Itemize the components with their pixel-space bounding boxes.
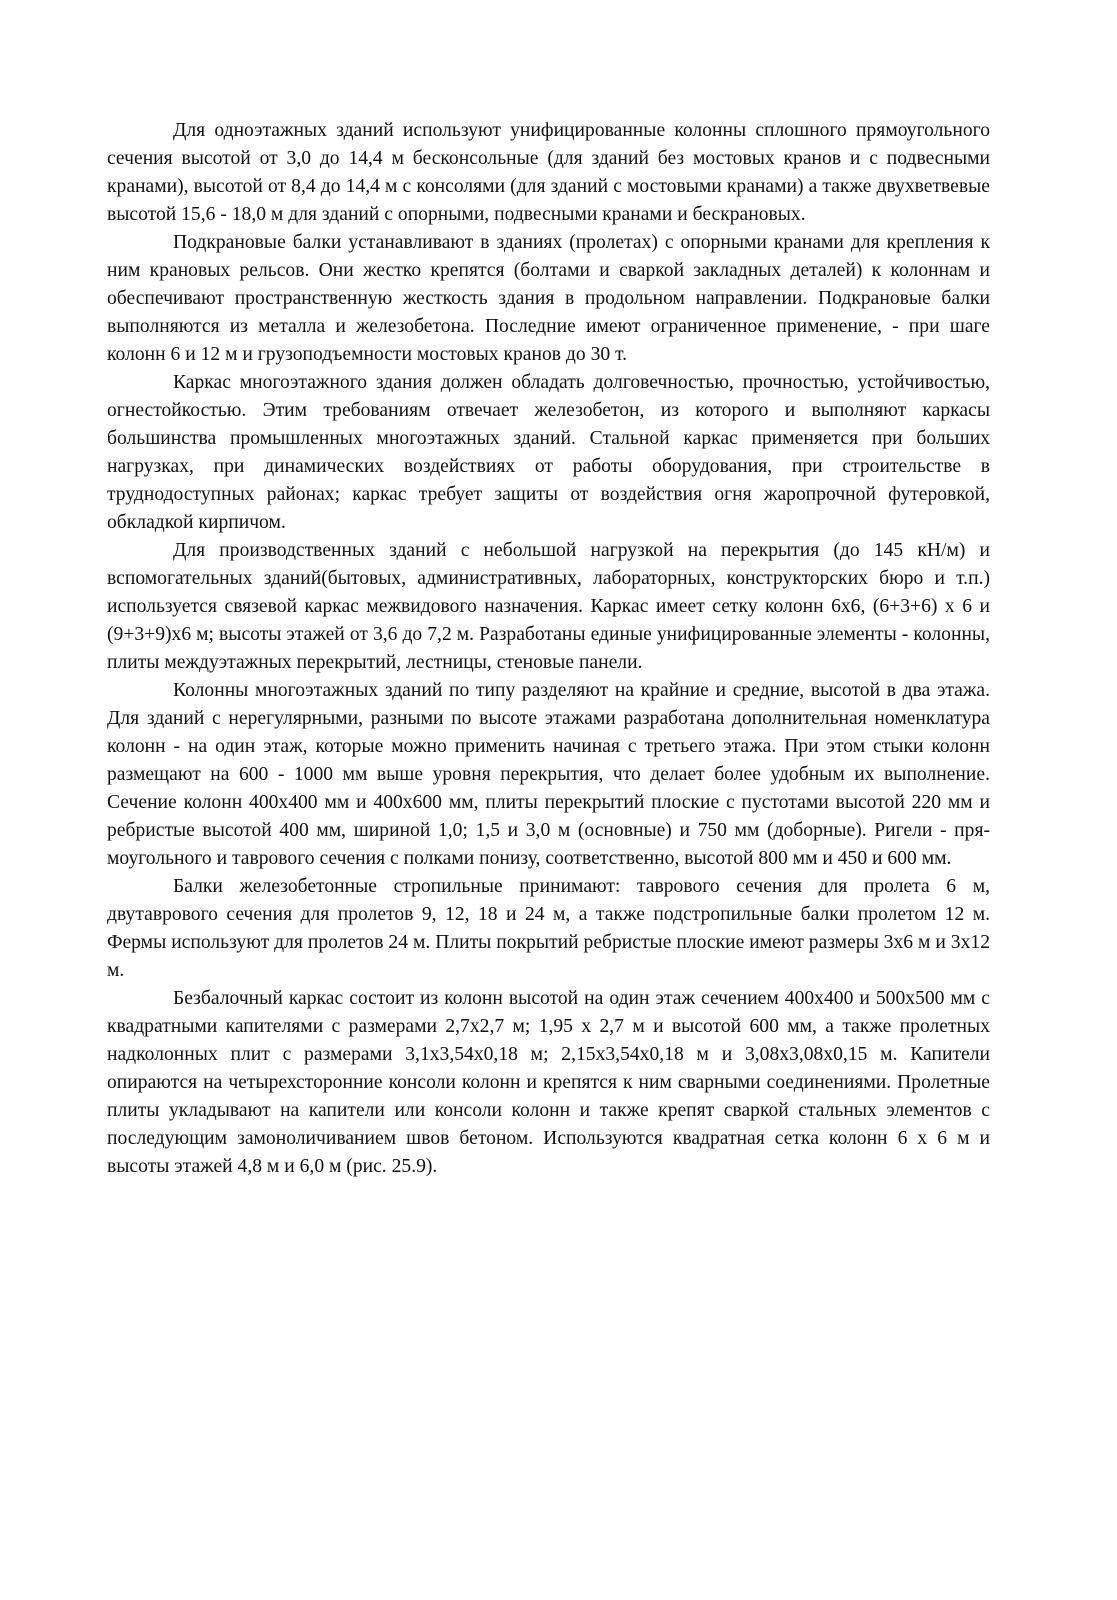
document-page <box>107 117 990 1181</box>
paragraph-single-story-columns: Для одноэтажных зданий используют унифицированные колонны сплошного прямоугольного сечения высотой от 3,0 до 14,4 м бесконсольные (для зданий без мостовых кранов и с подвесными кранами), высотой от 8,4 до 14,4 м с консолями (для зданий с мостовыми кранами) а также двухветвевые высотой 15,6 - 18,0 м для зданий с опорными, подвесными кранами и бескрановых. <box>107 120 990 225</box>
paragraph-multistory-frame: Каркас многоэтажного здания должен обладать долговечностью, прочностью, устойчивостью, огнестойкостью. Этим требованиям отвечает железобетон, из которого и выполняют каркасы большинства промышленных многоэтажных зданий. Стальной каркас применяется при больших нагрузках, при динамических воздействиях от работы оборудования, при строительстве в труднодоступных районах; каркас требует защиты от воздействия огня жаропрочной футеровкой, обкладкой кирпичом. <box>107 372 990 533</box>
paragraph-beamless-frame: Безбалочный каркас состоит из колонн высотой на один этаж сечением 400х400 и 500х500 мм с квадратными капителями с размерами 2,7х2,7 м; 1,95 х 2,7 м и высотой 600 мм, а также пролетных надколонных плит с размерами 3,1х3,54х0,18 м; 2,15х3,54х0,18 м и 3,08х3,08х0,15 м. Капители опираются на четырехсторонние консоли колонн и крепятся к ним сварными соединениями. Пролетные плиты укладывают на капители или консоли колонн и также крепят сваркой стальных элементов с последующим замоноличиванием швов бетоном. Используются квадратная сетка колонн 6 х 6 м и высоты этажей 4,8 м и 6,0 м (рис. 25.9). <box>107 988 990 1177</box>
paragraph-crane-beams: Подкрановые балки устанавливают в зданиях (пролетах) с опорными кранами для крепления к ним крановых рельсов. Они жестко крепятся (болтами и сваркой закладных деталей) к колоннам и обеспечивают пространственную жесткость здания в продольном направлении. Подкрановые балки выполняются из металла и железобетона. Последние имеют ограниченное применение, - при шаге колонн 6 и 12 м и грузоподъемности мостовых кранов до 30 т. <box>107 232 990 365</box>
paragraph-roof-beams: Балки железобетонные стропильные принимают: таврового сечения для пролета 6 м, двутаврового сечения для пролетов 9, 12, 18 и 24 м, а также подстропильные балки пролетом 12 м. Фермы используют для пролетов 24 м. Плиты покрытий ребристые плоские имеют размеры 3х6 м и 3х12 м. <box>107 876 990 981</box>
paragraph-braced-frame: Для производственных зданий с небольшой нагрузкой на перекрытия (до 145 кН/м) и вспомогательных зданий(бытовых, административных, лабораторных, конструкторских бюро и т.п.) используется связевой каркас межвидового назначения. Каркас имеет сетку колонн 6х6, (6+3+6) х 6 и (9+3+9)х6 м; высоты этажей от 3,6 до 7,2 м. Разработаны единые унифицированные элементы - колонны, плиты междуэтажных перекрытий, лестницы, стеновые панели. <box>107 540 990 673</box>
paragraph-multistory-columns: Колонны многоэтажных зданий по типу разделяют на крайние и средние, высотой в два этажа. Для зданий с нерегулярными, разными по высоте этажами разработана дополнительная номенклатура колонн - на один этаж, которые можно применить начиная с третьего этажа. При этом стыки колонн размещают на 600 - 1000 мм выше уровня перекрытия, что делает более удобным их выполнение. Сечение колонн 400х400 мм и 400х600 мм, плиты перекрытий плоские с пустотами высотой 220 мм и ребристые высотой 400 мм, шириной 1,0; 1,5 и 3,0 м (основные) и 750 мм (доборные). Ригели - прямоугольного и таврового сечения с полками понизу, соответственно, высотой 800 мм и 450 и 600 мм. <box>107 680 990 869</box>
